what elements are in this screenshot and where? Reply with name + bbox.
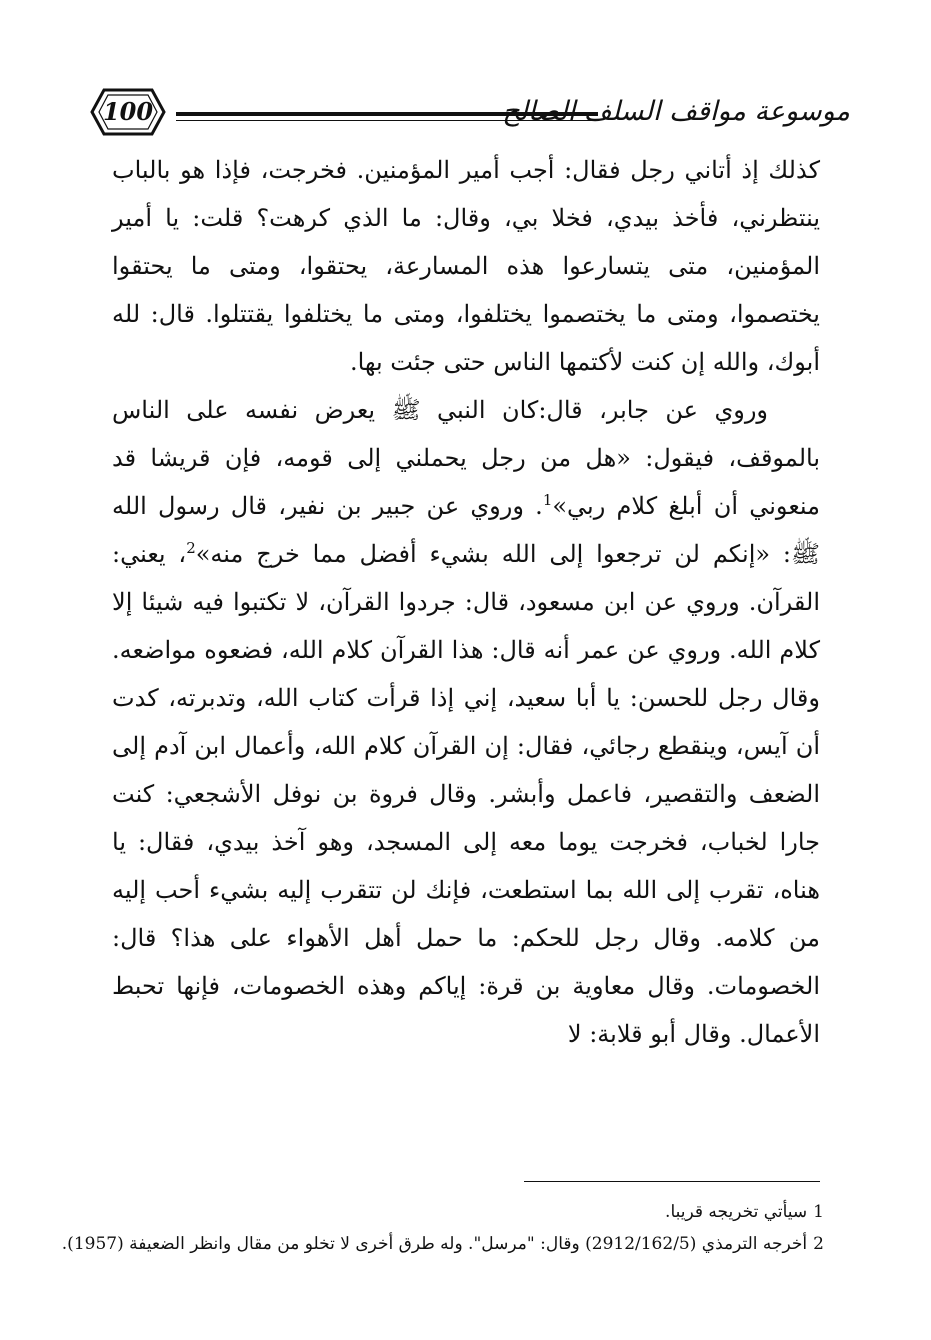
footnote-number: 1 — [813, 1202, 824, 1222]
paragraph — [112, 146, 820, 386]
page-header — [70, 82, 850, 146]
book-title: موسوعة مواقف السلف الصالح — [502, 96, 850, 127]
main-text — [112, 146, 820, 1058]
page-number-badge — [90, 86, 166, 138]
page-number: 100 — [102, 97, 154, 126]
paragraph-text: كذلك إذ أتاني رجل فقال: أجب أمير المؤمنين. فخرجت، فإذا هو بالباب ينتظرني، فأخذ بيدي، فخلا بي، وقال: ما الذي كرهت؟ قلت: يا أمير المؤمنين، متى يتسارعوا هذه المسارعة، يحتقوا، ومتى ما يحتقوا يختصموا، ومتى ما يختصموا يختلفوا، ومتى ما يختلفوا يقتتلوا. قال: لله أبوك، والله إن كنت لأكتمها الناس حتى جئت بها. — [112, 156, 820, 376]
footnote-text: أخرجه الترمذي (2912/162/5) وقال: "مرسل". وله طرق أخرى لا تخلو من مقال وانظر الضعيفة (1957). — [61, 1234, 808, 1254]
paragraph-text: وروي عن جابر، قال:كان النبي ﷺ يعرض نفسه على الناس بالموقف، فيقول: «هل من رجل يحملني إلى قومه، فإن قريشا قد منعوني أن أبلغ كلام ربي» — [112, 396, 820, 520]
footnote-ref[interactable]: 2 — [186, 539, 196, 557]
paragraph-text: . وروي عن جبير بن نفير، قال رسول الله ﷺ: «إنكم لن ترجعوا إلى الله بشيء أفضل مما خرج منه» — [112, 492, 821, 568]
footnote-separator — [524, 1181, 820, 1182]
footnote-ref[interactable]: 1 — [542, 491, 553, 509]
paragraph-text: ، يعني: القرآن. وروي عن ابن مسعود، قال: جردوا القرآن، لا تكتبوا فيه شيئا إلا كلام الله. وروي عن عمر أنه قال: هذا القرآن كلام الله، فضعوه مواضعه. وقال رجل للحسن: يا أبا سعيد، إني إذا قرأت كتاب الله، وتدبرته، كدت أن آيس، وينقطع رجائي، فقال: إن القرآن كلام الله، وأعمال ابن آدم إلى الضعف والتقصير، فاعمل وأبشر. وقال فروة بن نوفل الأشجعي: كنت جارا لخباب، فخرجت يوما معه إلى المسجد، وهو آخذ بيدي، فقال: يا هناه، تقرب إلى الله بما استطعت، فإنك لن تتقرب إليه بشيء أحب إليه من كلامه. وقال رجل للحكم: ما حمل أهل الأهواء على هذا؟ قال: الخصومات. وقال معاوية بن قرة: إياكم وهذه الخصومات، فإنها تحبط الأعمال. وقال أبو قلابة: لا — [112, 540, 820, 1048]
header-rule — [176, 112, 598, 116]
header-rule-thin — [176, 120, 598, 121]
footnote-item — [112, 1196, 824, 1228]
footnote-item — [61, 1228, 824, 1260]
footnotes — [61, 1196, 824, 1260]
paragraph — [112, 386, 820, 1058]
footnote-text: سيأتي تخريجه قريبا. — [665, 1202, 808, 1222]
footnote-number: 2 — [813, 1234, 824, 1254]
